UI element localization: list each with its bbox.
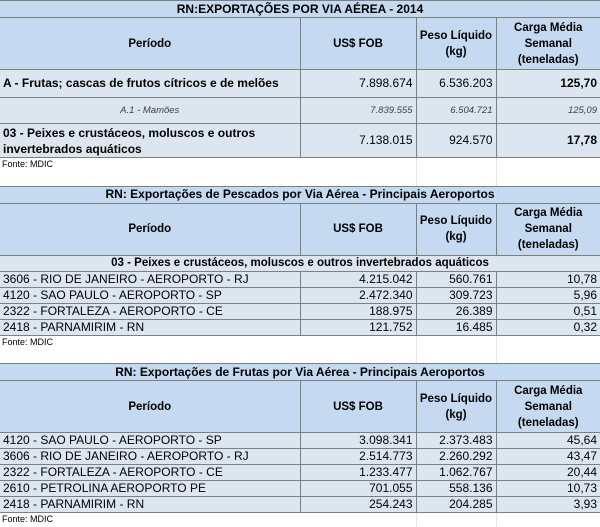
header-carga: Carga Média Semanal (teneladas) — [496, 18, 600, 70]
header-periodo: Período — [0, 203, 300, 255]
table-title: RN:EXPORTAÇÕES POR VIA AÉREA - 2014 — [0, 1, 600, 18]
cell-label: 3606 - RIO DE JANEIRO - AEROPORTO - RJ — [0, 271, 300, 287]
cell-label: 03 - Peixes e crustáceos, moluscos e outros invertebrados aquáticos — [0, 124, 300, 158]
table-row — [0, 98, 600, 124]
header-carga: Carga Média Semanal (teneladas) — [496, 203, 600, 255]
cell-peso: 1.062.767 — [416, 465, 496, 481]
header-fob: US$ FOB — [300, 381, 416, 433]
header-peso: Peso Líquido (kg) — [416, 18, 496, 70]
cell-peso: 2.260.292 — [416, 449, 496, 465]
cell-fob: 7.898.674 — [300, 70, 416, 98]
table-row — [0, 465, 600, 481]
source-note: Fonte: MDIC — [0, 158, 300, 172]
cell-fob: 2.472.340 — [300, 287, 416, 303]
cell-carga: 10,78 — [496, 271, 600, 287]
cell-label: 2322 - FORTALEZA - AEROPORTO - CE — [0, 303, 300, 319]
cell-label: 2418 - PARNAMIRIM - RN — [0, 497, 300, 513]
cell-carga: 17,78 — [496, 124, 600, 158]
table-frutas-aeroportos — [0, 363, 600, 527]
cell-carga: 0,32 — [496, 319, 600, 335]
table-row — [0, 481, 600, 497]
table-row — [0, 271, 600, 287]
cell-fob: 4.215.042 — [300, 271, 416, 287]
cell-peso: 309.723 — [416, 287, 496, 303]
cell-label: A - Frutas; cascas de frutos cítricos e de melões — [0, 70, 300, 98]
cell-fob: 254.243 — [300, 497, 416, 513]
cell-peso: 6.504.721 — [416, 98, 496, 124]
header-fob: US$ FOB — [300, 18, 416, 70]
cell-carga: 10,73 — [496, 481, 600, 497]
cell-carga: 5,96 — [496, 287, 600, 303]
header-carga: Carga Média Semanal (teneladas) — [496, 381, 600, 433]
header-peso: Peso Líquido (kg) — [416, 203, 496, 255]
table-exportacoes-via-aerea-2014 — [0, 0, 600, 186]
source-note: Fonte: MDIC — [0, 513, 300, 527]
cell-peso: 6.536.203 — [416, 70, 496, 98]
table-row — [0, 287, 600, 303]
cell-fob: 2.514.773 — [300, 449, 416, 465]
cell-peso: 2.373.483 — [416, 433, 496, 449]
cell-fob: 121.752 — [300, 319, 416, 335]
cell-peso: 558.136 — [416, 481, 496, 497]
cell-carga: 20,44 — [496, 465, 600, 481]
cell-label: 2418 - PARNAMIRIM - RN — [0, 319, 300, 335]
source-note: Fonte: MDIC — [0, 335, 300, 349]
table-title: RN: Exportações de Frutas por Via Aérea - Principais Aeroportos — [0, 364, 600, 381]
group-label: 03 - Peixes e crustáceos, moluscos e outros invertebrados aquáticos — [0, 255, 600, 271]
cell-peso: 204.285 — [416, 497, 496, 513]
cell-label: 4120 - SAO PAULO - AEROPORTO - SP — [0, 287, 300, 303]
cell-fob: 701.055 — [300, 481, 416, 497]
cell-carga: 45,64 — [496, 433, 600, 449]
table-row — [0, 319, 600, 335]
cell-fob: 7.138.015 — [300, 124, 416, 158]
header-fob: US$ FOB — [300, 203, 416, 255]
cell-label: 2610 - PETROLINA AEROPORTO PE — [0, 481, 300, 497]
cell-carga: 125,70 — [496, 70, 600, 98]
table-row — [0, 497, 600, 513]
cell-carga: 3,93 — [496, 497, 600, 513]
table-row — [0, 449, 600, 465]
header-periodo: Período — [0, 381, 300, 433]
cell-fob: 188.975 — [300, 303, 416, 319]
cell-peso: 924.570 — [416, 124, 496, 158]
cell-peso: 560.761 — [416, 271, 496, 287]
cell-peso: 26.389 — [416, 303, 496, 319]
header-periodo: Período — [0, 18, 300, 70]
cell-fob: 7.839.555 — [300, 98, 416, 124]
table-row — [0, 433, 600, 449]
cell-carga: 125,09 — [496, 98, 600, 124]
table-title: RN: Exportações de Pescados por Via Aérea - Principais Aeroportos — [0, 186, 600, 203]
table-row — [0, 70, 600, 98]
cell-peso: 16.485 — [416, 319, 496, 335]
header-peso: Peso Líquido (kg) — [416, 381, 496, 433]
cell-label: 4120 - SAO PAULO - AEROPORTO - SP — [0, 433, 300, 449]
cell-fob: 3.098.341 — [300, 433, 416, 449]
table-pescados-aeroportos — [0, 186, 600, 364]
table-row — [0, 124, 600, 158]
cell-label: A.1 - Mamões — [0, 98, 300, 124]
table-row — [0, 303, 600, 319]
cell-carga: 43,47 — [496, 449, 600, 465]
cell-label: 3606 - RIO DE JANEIRO - AEROPORTO - RJ — [0, 449, 300, 465]
cell-label: 2322 - FORTALEZA - AEROPORTO - CE — [0, 465, 300, 481]
cell-fob: 1.233.477 — [300, 465, 416, 481]
cell-carga: 0,51 — [496, 303, 600, 319]
